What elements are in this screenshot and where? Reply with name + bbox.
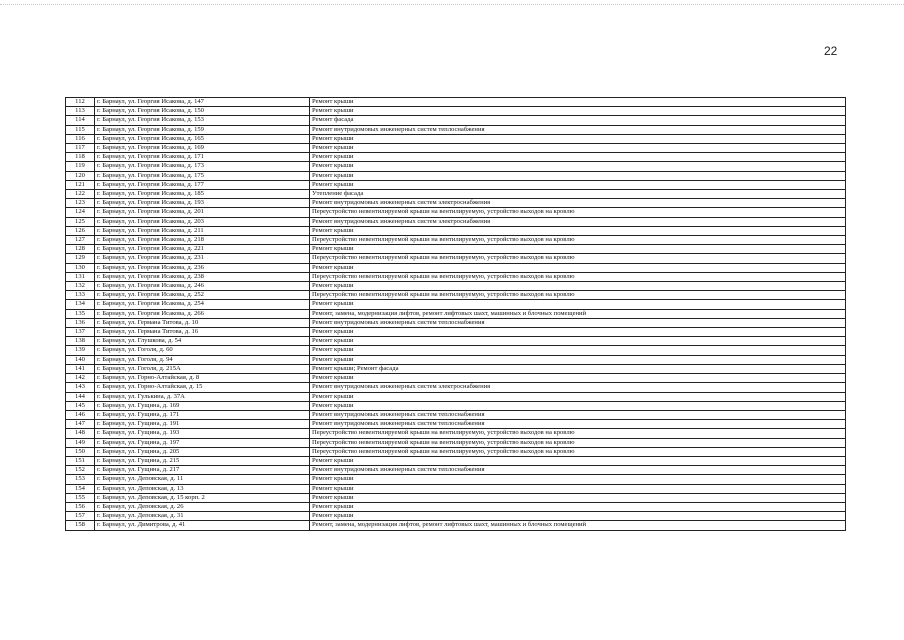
table-row [66,199,846,208]
row-number-cell: 143 [66,383,95,392]
row-number-cell: 140 [66,355,95,364]
row-number-cell: 122 [66,190,95,199]
work-type-cell: Ремонт крыши [310,484,846,493]
address-cell: г. Барнаул, ул. Димитрова, д. 41 [95,521,310,530]
address-cell: г. Барнаул, ул. Георгия Исакова, д. 169 [95,144,310,153]
row-number-cell: 158 [66,521,95,530]
work-type-cell: Переустройство невентилируемой крыши на вентилируемую, устройство выходов на кровлю [310,438,846,447]
row-number-cell: 113 [66,107,95,116]
work-type-cell: Переустройство невентилируемой крыши на вентилируемую, устройство выходов на кровлю [310,291,846,300]
row-number-cell: 124 [66,208,95,217]
work-type-cell: Переустройство невентилируемой крыши на вентилируемую, устройство выходов на кровлю [310,208,846,217]
work-type-cell: Ремонт крыши [310,337,846,346]
row-number-cell: 156 [66,502,95,511]
row-number-cell: 115 [66,125,95,134]
row-number-cell: 157 [66,512,95,521]
row-number-cell: 152 [66,466,95,475]
address-cell: г. Барнаул, ул. Георгия Исакова, д. 147 [95,98,310,107]
address-cell: г. Барнаул, ул. Георгия Исакова, д. 193 [95,199,310,208]
work-type-cell: Переустройство невентилируемой крыши на вентилируемую, устройство выходов на кровлю [310,272,846,281]
work-type-cell: Ремонт внутридомовых инженерных систем теплоснабжения [310,410,846,419]
row-number-cell: 127 [66,236,95,245]
table-row [66,484,846,493]
address-cell: г. Барнаул, ул. Георгия Исакова, д. 266 [95,309,310,318]
table-row [66,300,846,309]
address-cell: г. Барнаул, ул. Гущина, д. 169 [95,401,310,410]
table-row [66,410,846,419]
work-type-cell: Ремонт крыши [310,355,846,364]
row-number-cell: 119 [66,162,95,171]
work-type-cell: Ремонт крыши [310,493,846,502]
address-cell: г. Барнаул, ул. Глушкова, д. 54 [95,337,310,346]
work-type-cell: Ремонт внутридомовых инженерных систем электроснабжения [310,199,846,208]
address-cell: г. Барнаул, ул. Гущина, д. 197 [95,438,310,447]
address-cell: г. Барнаул, ул. Георгия Исакова, д. 211 [95,226,310,235]
address-cell: г. Барнаул, ул. Георгия Исакова, д. 252 [95,291,310,300]
work-type-cell: Ремонт внутридомовых инженерных систем теплоснабжения [310,420,846,429]
row-number-cell: 130 [66,263,95,272]
row-number-cell: 146 [66,410,95,419]
work-type-cell: Ремонт крыши [310,98,846,107]
address-cell: г. Барнаул, ул. Деповская, д. 26 [95,502,310,511]
address-cell: г. Барнаул, ул. Георгия Исакова, д. 150 [95,107,310,116]
table-row [66,180,846,189]
row-number-cell: 155 [66,493,95,502]
work-type-cell: Ремонт крыши [310,171,846,180]
table-row [66,466,846,475]
row-number-cell: 150 [66,447,95,456]
address-cell: г. Барнаул, ул. Германа Титова, д. 10 [95,318,310,327]
table-row [66,125,846,134]
address-cell: г. Барнаул, ул. Гоголя, д. 215А [95,364,310,373]
row-number-cell: 129 [66,254,95,263]
row-number-cell: 137 [66,328,95,337]
table-row [66,134,846,143]
address-cell: г. Барнаул, ул. Георгия Исакова, д. 238 [95,272,310,281]
table-row [66,475,846,484]
page-number: 22 [824,44,838,58]
work-type-cell: Ремонт крыши [310,107,846,116]
work-type-cell: Ремонт крыши [310,134,846,143]
row-number-cell: 135 [66,309,95,318]
address-cell: г. Барнаул, ул. Германа Титова, д. 16 [95,328,310,337]
row-number-cell: 148 [66,429,95,438]
row-number-cell: 114 [66,116,95,125]
table-row [66,383,846,392]
work-type-cell: Ремонт крыши [310,328,846,337]
work-type-cell: Ремонт крыши [310,226,846,235]
address-cell: г. Барнаул, ул. Горно-Алтайская, д. 8 [95,374,310,383]
address-cell: г. Барнаул, ул. Георгия Исакова, д. 246 [95,282,310,291]
work-type-cell: Утепление фасада [310,190,846,199]
scan-artifact-line [0,4,904,7]
table-row [66,171,846,180]
address-cell: г. Барнаул, ул. Деповская, д. 13 [95,484,310,493]
row-number-cell: 151 [66,456,95,465]
work-type-cell: Ремонт крыши [310,401,846,410]
table-row [66,116,846,125]
table-row [66,337,846,346]
row-number-cell: 138 [66,337,95,346]
work-type-cell: Ремонт внутридомовых инженерных систем теплоснабжения [310,125,846,134]
address-cell: г. Барнаул, ул. Георгия Исакова, д. 175 [95,171,310,180]
work-type-cell: Ремонт крыши [310,162,846,171]
work-type-cell: Ремонт внутридомовых инженерных систем теплоснабжения [310,318,846,327]
row-number-cell: 118 [66,153,95,162]
table-row [66,245,846,254]
address-cell: г. Барнаул, ул. Гущина, д. 191 [95,420,310,429]
work-type-cell: Ремонт внутридомовых инженерных систем электроснабжения [310,217,846,226]
work-type-cell: Ремонт крыши [310,144,846,153]
repair-schedule-table [65,97,846,531]
row-number-cell: 139 [66,346,95,355]
table-row [66,98,846,107]
address-cell: г. Барнаул, ул. Горно-Алтайская, д. 15 [95,383,310,392]
work-type-cell: Ремонт крыши [310,374,846,383]
row-number-cell: 154 [66,484,95,493]
table-row [66,107,846,116]
address-cell: г. Барнаул, ул. Гулькина, д. 37А [95,392,310,401]
row-number-cell: 123 [66,199,95,208]
table-row [66,217,846,226]
address-cell: г. Барнаул, ул. Гущина, д. 193 [95,429,310,438]
row-number-cell: 144 [66,392,95,401]
row-number-cell: 126 [66,226,95,235]
table-row [66,502,846,511]
work-type-cell: Ремонт крыши; Ремонт фасада [310,364,846,373]
table-row [66,521,846,530]
row-number-cell: 128 [66,245,95,254]
table-row [66,272,846,281]
table-row [66,254,846,263]
work-type-cell: Ремонт внутридомовых инженерных систем электроснабжения [310,383,846,392]
work-type-cell: Переустройство невентилируемой крыши на вентилируемую, устройство выходов на кровлю [310,429,846,438]
row-number-cell: 136 [66,318,95,327]
table-row [66,429,846,438]
row-number-cell: 134 [66,300,95,309]
work-type-cell: Ремонт крыши [310,512,846,521]
work-type-cell: Ремонт крыши [310,456,846,465]
address-cell: г. Барнаул, ул. Георгия Исакова, д. 203 [95,217,310,226]
address-cell: г. Барнаул, ул. Георгия Исакова, д. 165 [95,134,310,143]
work-type-cell: Ремонт крыши [310,245,846,254]
address-cell: г. Барнаул, ул. Георгия Исакова, д. 254 [95,300,310,309]
address-cell: г. Барнаул, ул. Георгия Исакова, д. 236 [95,263,310,272]
table-row [66,208,846,217]
table-row [66,153,846,162]
row-number-cell: 121 [66,180,95,189]
address-cell: г. Барнаул, ул. Георгия Исакова, д. 185 [95,190,310,199]
work-type-cell: Ремонт внутридомовых инженерных систем теплоснабжения [310,466,846,475]
row-number-cell: 141 [66,364,95,373]
row-number-cell: 131 [66,272,95,281]
table-row [66,456,846,465]
table-row [66,374,846,383]
table-row [66,318,846,327]
table-row [66,162,846,171]
address-cell: г. Барнаул, ул. Деповская, д. 15 корп. 2 [95,493,310,502]
address-cell: г. Барнаул, ул. Георгия Исакова, д. 153 [95,116,310,125]
work-type-cell: Ремонт фасада [310,116,846,125]
table-row [66,493,846,502]
work-type-cell: Ремонт крыши [310,346,846,355]
address-cell: г. Барнаул, ул. Георгия Исакова, д. 231 [95,254,310,263]
address-cell: г. Барнаул, ул. Георгия Исакова, д. 221 [95,245,310,254]
address-cell: г. Барнаул, ул. Георгия Исакова, д. 159 [95,125,310,134]
work-type-cell: Ремонт крыши [310,263,846,272]
table-row [66,263,846,272]
table-row [66,447,846,456]
address-cell: г. Барнаул, ул. Георгия Исакова, д. 218 [95,236,310,245]
work-type-cell: Ремонт крыши [310,502,846,511]
table-row [66,226,846,235]
row-number-cell: 120 [66,171,95,180]
row-number-cell: 145 [66,401,95,410]
work-type-cell: Ремонт крыши [310,282,846,291]
work-type-cell: Ремонт крыши [310,392,846,401]
work-type-cell: Ремонт крыши [310,153,846,162]
work-type-cell: Ремонт крыши [310,475,846,484]
address-cell: г. Барнаул, ул. Гоголя, д. 94 [95,355,310,364]
table-row [66,346,846,355]
address-cell: г. Барнаул, ул. Гущина, д. 215 [95,456,310,465]
table-row [66,309,846,318]
table-row [66,438,846,447]
table-row [66,355,846,364]
address-cell: г. Барнаул, ул. Георгия Исакова, д. 177 [95,180,310,189]
table-body [66,98,846,531]
table-row [66,512,846,521]
table-row [66,392,846,401]
work-type-cell: Ремонт, замена, модернизация лифтов, ремонт лифтовых шахт, машинных и блочных помещений [310,521,846,530]
row-number-cell: 153 [66,475,95,484]
table-row [66,364,846,373]
address-cell: г. Барнаул, ул. Гущина, д. 217 [95,466,310,475]
row-number-cell: 112 [66,98,95,107]
row-number-cell: 147 [66,420,95,429]
table-row [66,190,846,199]
address-cell: г. Барнаул, ул. Деповская, д. 31 [95,512,310,521]
work-type-cell: Ремонт крыши [310,180,846,189]
row-number-cell: 142 [66,374,95,383]
table-row [66,282,846,291]
work-type-cell: Переустройство невентилируемой крыши на вентилируемую, устройство выходов на кровлю [310,447,846,456]
table-row [66,328,846,337]
row-number-cell: 149 [66,438,95,447]
table-row [66,401,846,410]
table-row [66,236,846,245]
work-type-cell: Переустройство невентилируемой крыши на вентилируемую, устройство выходов на кровлю [310,236,846,245]
address-cell: г. Барнаул, ул. Георгия Исакова, д. 201 [95,208,310,217]
work-type-cell: Ремонт, замена, модернизация лифтов, ремонт лифтовых шахт, машинных и блочных помещений [310,309,846,318]
row-number-cell: 132 [66,282,95,291]
table-row [66,144,846,153]
address-cell: г. Барнаул, ул. Гущина, д. 171 [95,410,310,419]
row-number-cell: 125 [66,217,95,226]
address-cell: г. Барнаул, ул. Гоголя, д. 60 [95,346,310,355]
address-cell: г. Барнаул, ул. Георгия Исакова, д. 173 [95,162,310,171]
row-number-cell: 133 [66,291,95,300]
row-number-cell: 117 [66,144,95,153]
table-row [66,420,846,429]
table-row [66,291,846,300]
work-type-cell: Переустройство невентилируемой крыши на вентилируемую, устройство выходов на кровлю [310,254,846,263]
work-type-cell: Ремонт крыши [310,300,846,309]
row-number-cell: 116 [66,134,95,143]
address-cell: г. Барнаул, ул. Гущина, д. 205 [95,447,310,456]
address-cell: г. Барнаул, ул. Деповская, д. 11 [95,475,310,484]
address-cell: г. Барнаул, ул. Георгия Исакова, д. 171 [95,153,310,162]
